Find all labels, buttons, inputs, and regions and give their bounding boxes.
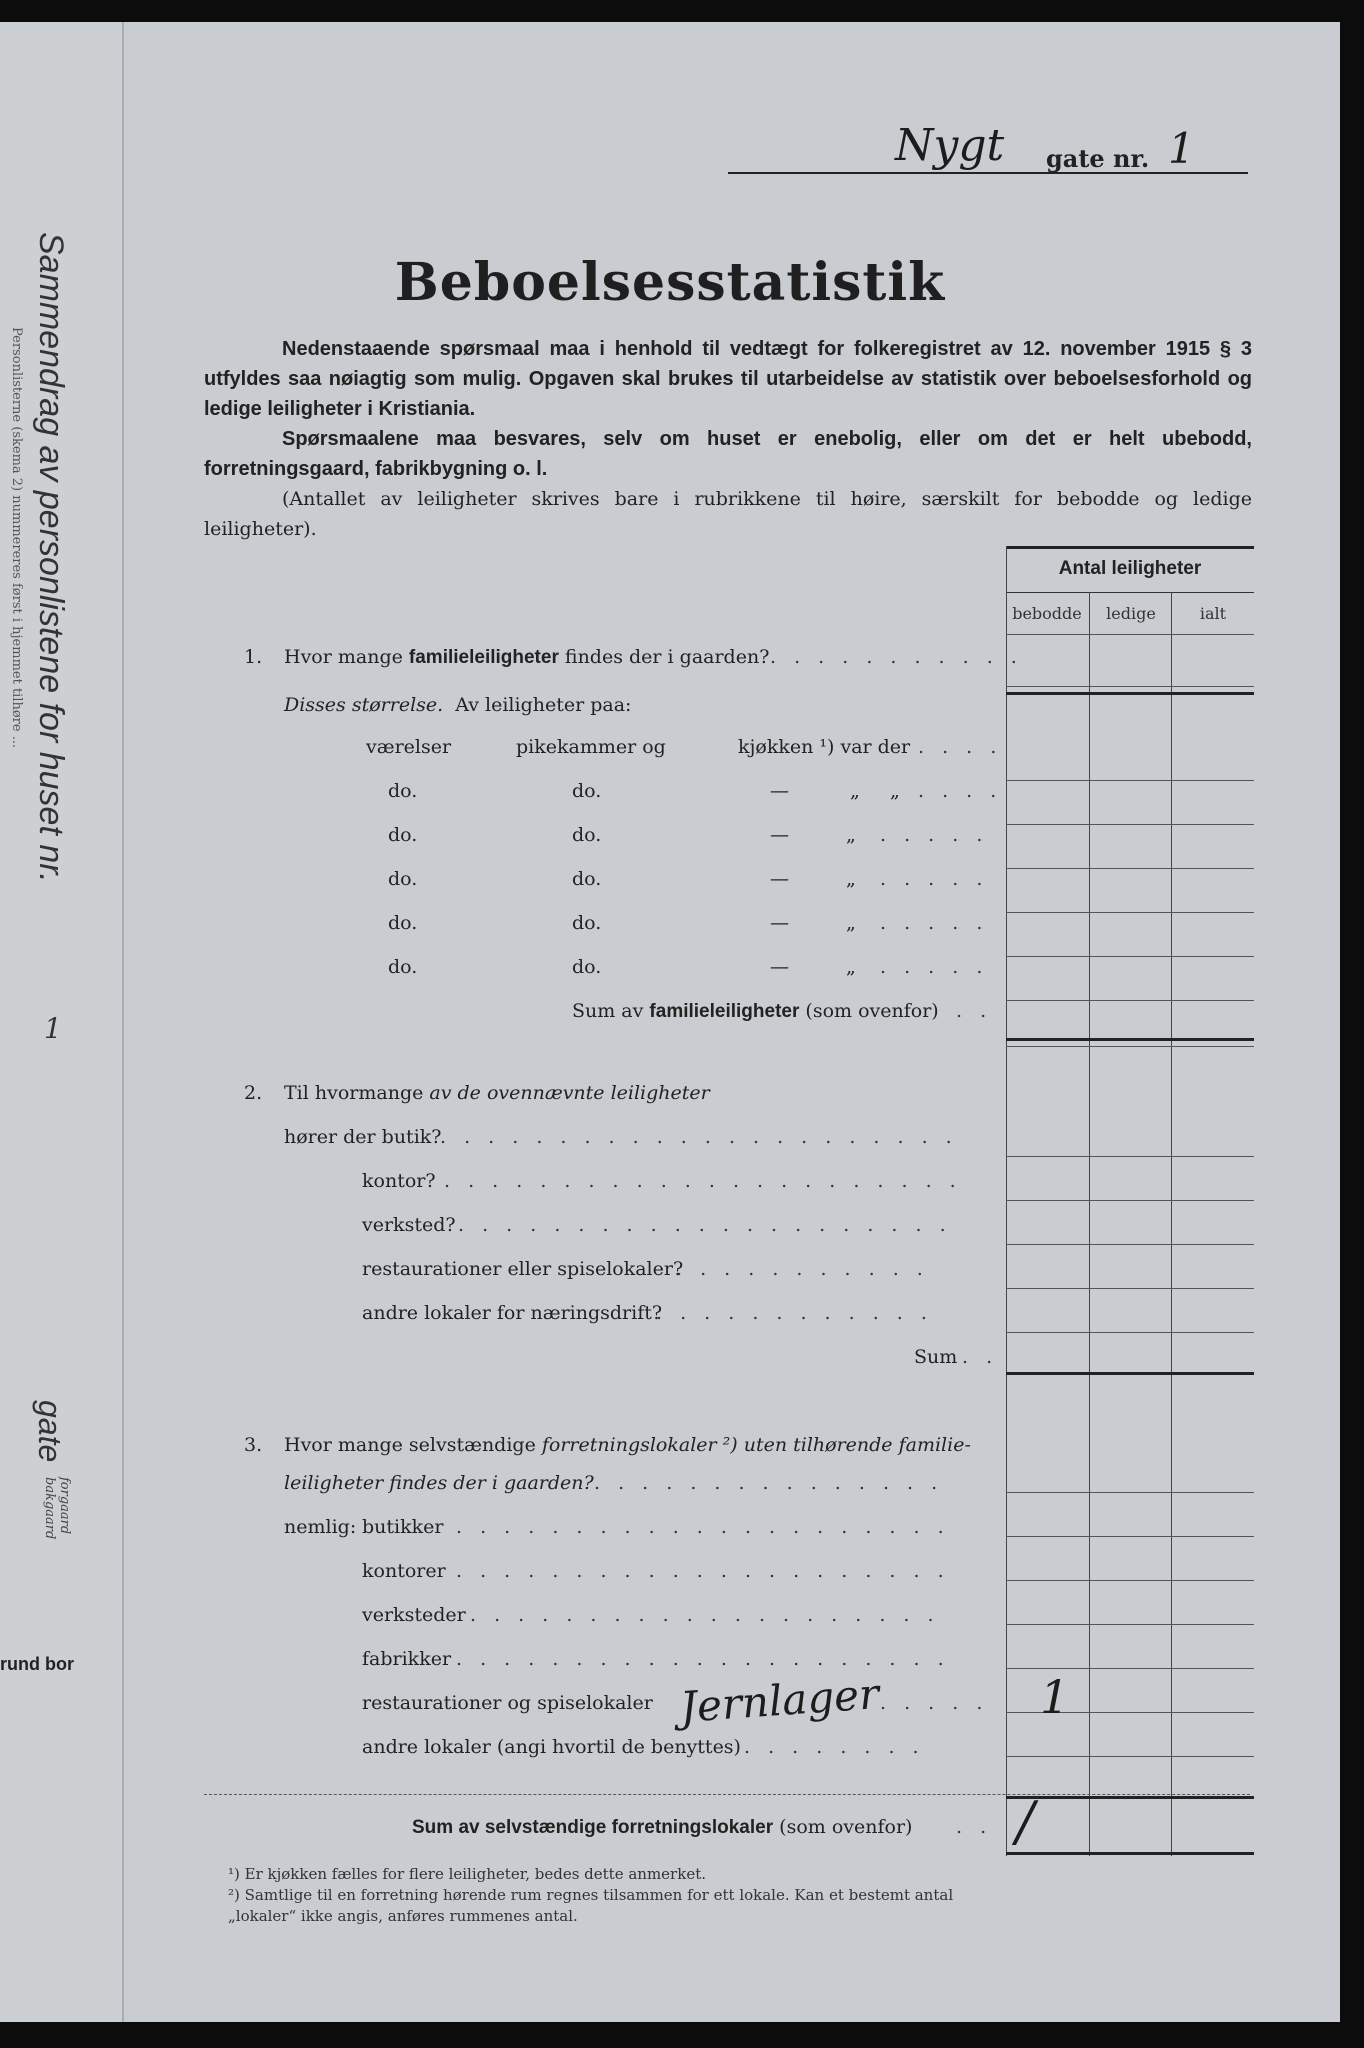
leader-dots: . . . . . . . . . . . . . . . . . . . . . — [456, 1516, 950, 1538]
q1-number: 1. — [244, 646, 263, 668]
table-rule — [1006, 1332, 1254, 1333]
handwritten-note-jernlager: Jernlager — [678, 1669, 881, 1732]
table-top-rule — [1006, 546, 1254, 549]
q1-question: Hvor mange familieleiligheter findes der i gaarden? — [284, 646, 770, 668]
table-rule — [1006, 1372, 1254, 1375]
q3-question: Hvor mange selvstændige forretningslokaler ²) uten tilhørende familie- — [284, 1434, 971, 1456]
leader-dots: . . . . . — [880, 956, 989, 978]
q2-item-verksted: verksted? — [362, 1214, 456, 1236]
table-rule — [1006, 1492, 1254, 1493]
table-rule — [1006, 1852, 1254, 1855]
handwritten-value: 1 — [1040, 1670, 1070, 1724]
table-rule — [1006, 1288, 1254, 1289]
address-underline — [728, 172, 1248, 174]
leader-dots: . . . . — [918, 736, 1003, 758]
table-rule — [1006, 692, 1254, 695]
leader-dots: . . . . . . . . . . . . — [656, 1302, 933, 1324]
leader-dots: . . . . . — [880, 1692, 989, 1714]
flap-handwritten-number: 1 — [44, 1012, 62, 1045]
flap-gate-sub: forgaard bakgaard — [42, 1477, 72, 1540]
flap-gate-label: gate — [32, 1400, 68, 1463]
folded-summary-flap — [0, 22, 124, 2022]
table-rule — [1006, 1580, 1254, 1581]
leader-dots: . . . . . . . . . . . . . . . . . . . . . . — [444, 1170, 962, 1192]
q1-rooms-label: værelser — [366, 736, 452, 758]
leader-dots: . . . . — [918, 780, 1003, 802]
q2-number: 2. — [244, 1082, 263, 1104]
leader-dots: . . . . . . . . . . . . . . . — [594, 1472, 944, 1494]
q1-ditto: „ — [850, 780, 860, 802]
leader-dots: . . . . . . . . — [744, 1736, 925, 1758]
q3-item-restaurationer: restaurationer og spiselokaler — [362, 1692, 653, 1714]
leader-dots: . . . . . — [880, 824, 989, 846]
gate-nr-label: gate nr. — [1046, 144, 1150, 173]
leader-dots: . . . . . — [880, 912, 989, 934]
q1-ditto: „ — [846, 824, 856, 846]
q1-sum: Sum av familieleiligheter (som ovenfor) — [572, 1000, 939, 1022]
footnote-1: ¹) Er kjøkken fælles for flere leiligheter, bedes dette anmerket. — [228, 1865, 706, 1883]
q1-do-maids: do. — [572, 868, 602, 890]
table-rule — [1006, 912, 1254, 913]
q3-question-cont: leiligheter findes der i gaarden? — [284, 1472, 594, 1494]
intro-paragraph-3: (Antallet av leiligheter skrives bare i rubrikkene til høire, særskilt for bebodde og ledige leiligheter). — [204, 488, 1252, 540]
form-sheet — [0, 22, 1340, 2022]
table-subheader-rule — [1006, 592, 1254, 593]
intro-text — [204, 334, 1252, 544]
q1-ditto: „ — [846, 868, 856, 890]
leader-dots: . . . . . . . . . . . — [676, 1258, 929, 1280]
table-rule — [1006, 1668, 1254, 1669]
q3-item-andre-lokaler: andre lokaler (angi hvortil de benyttes) — [362, 1736, 741, 1758]
footnote-2: ²) Samtlige til en forretning hørende rum regnes tilsammen for ett lokale. Kan et bestemt antal „lokaler“ ikke angis, anføres rummenes antal. — [228, 1886, 954, 1925]
q1-kitchen-label: kjøkken ¹) var der — [738, 736, 911, 758]
q1-ditto: „ — [890, 780, 900, 802]
leader-dots: . . — [956, 1816, 993, 1838]
table-rule — [1006, 1156, 1254, 1157]
table-rule — [1006, 824, 1254, 825]
column-header-bebodde: bebodde — [1012, 604, 1082, 623]
q1-dash: — — [770, 956, 789, 978]
q1-dash: — — [770, 780, 789, 802]
leader-dots: . . . . . . . . . . . . . . . . . . . . — [470, 1604, 940, 1626]
table-rule — [1006, 1756, 1254, 1757]
q1-do-rooms: do. — [388, 824, 418, 846]
q2-item-kontor: kontor? — [362, 1170, 436, 1192]
table-col-rule-2 — [1171, 592, 1172, 1856]
q1-dash: — — [770, 868, 789, 890]
q2-item-butik: hører der butik? — [284, 1126, 442, 1148]
table-rule — [1006, 956, 1254, 957]
q3-nemlig: nemlig: — [284, 1516, 357, 1538]
table-rule — [1006, 1000, 1254, 1001]
leader-dots: . . — [956, 1000, 993, 1022]
q1-dash: — — [770, 824, 789, 846]
leader-dots: . . . . . — [880, 868, 989, 890]
leader-dots: . . . . . . . . . . . . . . . . . . . . . — [456, 1560, 950, 1582]
handwritten-street-name: Nygt — [895, 120, 1005, 171]
table-rule — [1006, 1046, 1254, 1047]
table-rule — [1006, 1536, 1254, 1537]
table-rule — [1006, 868, 1254, 869]
table-rule — [1006, 1796, 1254, 1799]
leader-dots: . . — [962, 1346, 999, 1368]
table-rule — [1006, 686, 1254, 687]
leader-dots: . . . . . . . . . . . — [770, 646, 1023, 668]
q1-ditto: „ — [846, 956, 856, 978]
intro-paragraph-1: Nedenstaaende spørsmaal maa i henhold til vedtægt for folkeregistret av 12. november 1915 § 3 utfyldes saa nøiagtig som mulig. Opgaven skal brukes til utarbeidelse av statistik over beboelsesforhold og ledige leiligheter i Kristiania. — [204, 338, 1252, 420]
q1-do-maids: do. — [572, 824, 602, 846]
table-rule — [1006, 1244, 1254, 1245]
q3-sum: Sum av selvstændige forretningslokaler (som ovenfor) — [412, 1816, 913, 1838]
q2-sum: Sum — [914, 1346, 958, 1368]
footnotes — [228, 1864, 968, 1927]
leader-dots: . . . . . . . . . . . . . . . . . . . . . . — [440, 1126, 958, 1148]
q3-number: 3. — [244, 1434, 263, 1456]
q2-item-restaurationer: restaurationer eller spiselokaler? — [362, 1258, 684, 1280]
q3-item-kontorer: kontorer — [362, 1560, 446, 1582]
q3-item-fabrikker: fabrikker — [362, 1648, 452, 1670]
q1-do-rooms: do. — [388, 912, 418, 934]
leader-dots: . . . . . . . . . . . . . . . . . . . . . — [456, 1648, 950, 1670]
q1-maids-room-label: pikekammer og — [516, 736, 666, 758]
q3-item-verksteder: verksteder — [362, 1604, 466, 1626]
table-left-rule — [1006, 546, 1007, 1856]
q1-do-rooms: do. — [388, 868, 418, 890]
flap-small-text: Personlisterne (skema 2) nummereres først i hjemmet tilhøre ... — [9, 327, 24, 749]
q1-do-rooms: do. — [388, 956, 418, 978]
flap-vertical-title: Sammendrag av personlistene for huset nr. — [32, 232, 70, 883]
q2-question: Til hvormange av de ovennævnte leiligheter — [284, 1082, 710, 1104]
q1-do-maids: do. — [572, 912, 602, 934]
table-rule — [1006, 1038, 1254, 1041]
q1-dash: — — [770, 912, 789, 934]
q1-ditto: „ — [846, 912, 856, 934]
handwritten-house-number: 1 — [1168, 124, 1195, 173]
q2-item-andre-lokaler: andre lokaler for næringsdrift? — [362, 1302, 663, 1324]
table-title: Antal leiligheter — [1058, 558, 1202, 579]
intro-paragraph-2: Spørsmaalene maa besvares, selv om huset er enebolig, eller om det er helt ubebodd, forretningsgaard, fabrikbygning o. l. — [204, 428, 1252, 480]
table-rule — [1006, 1200, 1254, 1201]
column-header-ialt: ialt — [1199, 604, 1227, 623]
q1-sizes-label: Disses størrelse. Av leiligheter paa: — [284, 694, 632, 716]
handwritten-sum-mark: / — [1016, 1790, 1035, 1853]
table-rule — [1006, 1624, 1254, 1625]
column-header-ledige: ledige — [1106, 604, 1156, 623]
q3-item-butikker: butikker — [362, 1516, 444, 1538]
page-title: Beboelsesstatistik — [394, 252, 946, 313]
leader-dots: . . . . . . . . . . . . . . . . . . . . . — [458, 1214, 952, 1236]
q1-do-maids: do. — [572, 956, 602, 978]
q1-do-rooms: do. — [388, 780, 418, 802]
table-rule — [1006, 634, 1254, 635]
section-separator — [204, 1794, 1250, 1795]
flap-grund-bor: rund bor — [0, 1654, 74, 1674]
table-col-rule-1 — [1089, 592, 1090, 1856]
table-rule — [1006, 780, 1254, 781]
q1-do-maids: do. — [572, 780, 602, 802]
